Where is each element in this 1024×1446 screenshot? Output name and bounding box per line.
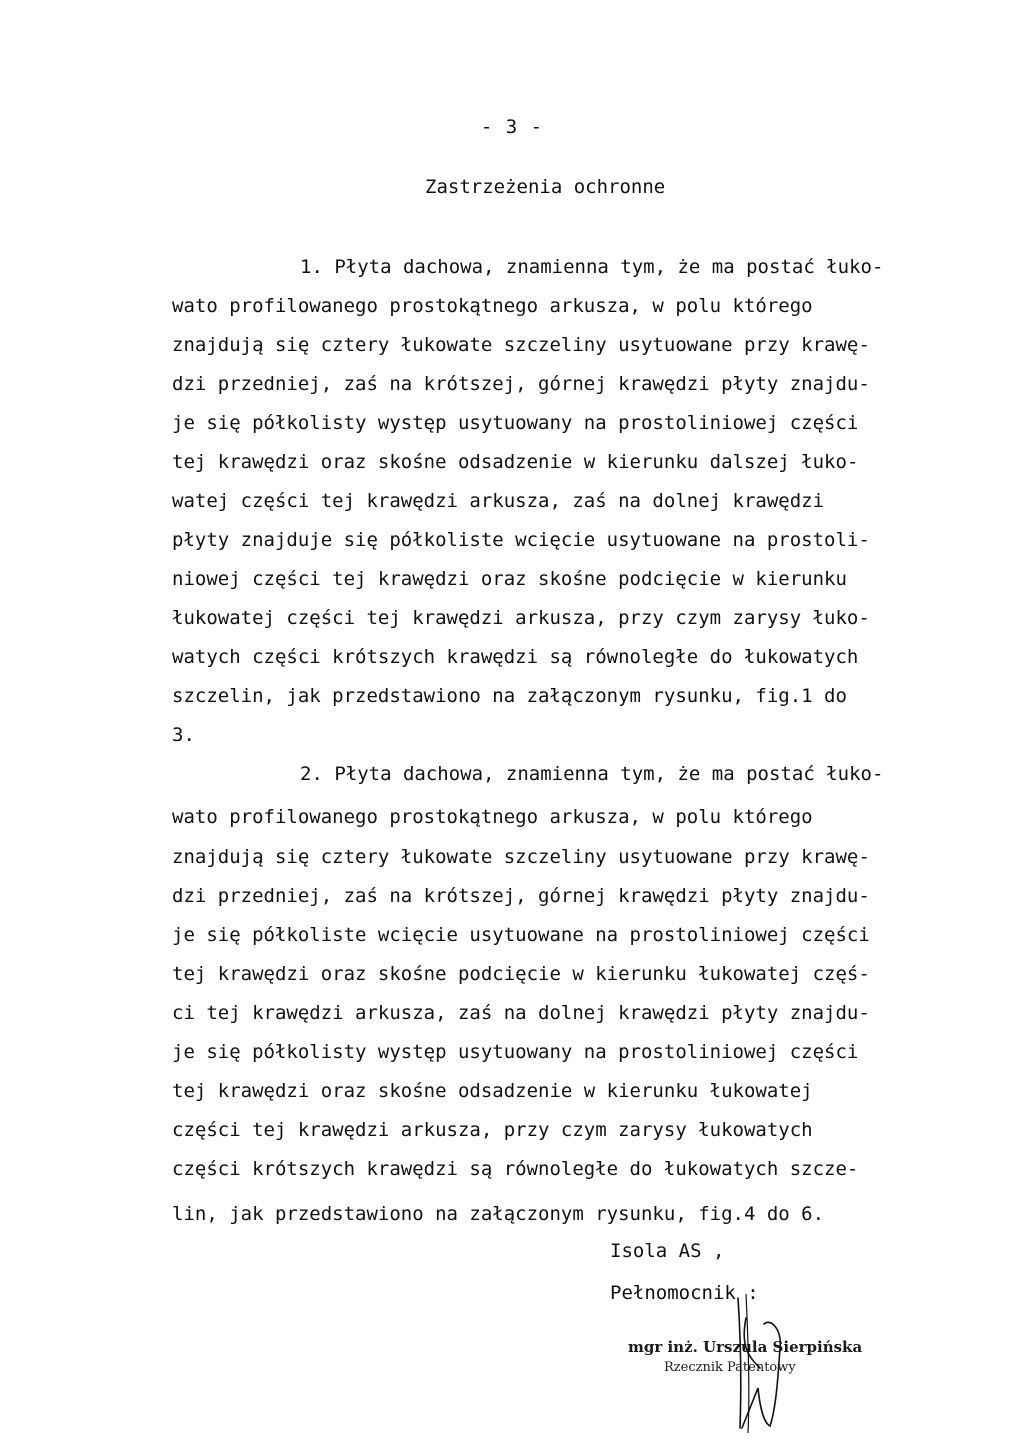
claim-1-line: łukowatej części tej krawędzi arkusza, przy czym zarysy łuko- bbox=[172, 607, 870, 629]
claim-2-line: lin, jak przedstawiono na załączonym rysunku, fig.4 do 6. bbox=[172, 1203, 825, 1225]
company-name: Isola AS , bbox=[610, 1240, 725, 1262]
attorney-label: Pełnomocnik : bbox=[610, 1282, 759, 1304]
claim-1-line: dzi przedniej, zaś na krótszej, górnej krawędzi płyty znajdu- bbox=[172, 373, 870, 395]
claim-1-line: niowej części tej krawędzi oraz skośne podcięcie w kierunku bbox=[172, 568, 847, 590]
claim-1-line: tej krawędzi oraz skośne odsadzenie w kierunku dalszej łuko- bbox=[172, 451, 859, 473]
claim-1-line: 1. Płyta dachowa, znamienna tym, że ma postać łuko- bbox=[300, 256, 884, 278]
claim-1-line: watej części tej krawędzi arkusza, zaś na dolnej krawędzi bbox=[172, 490, 825, 512]
page-number: - 3 - bbox=[480, 116, 544, 138]
claim-2-line: dzi przedniej, zaś na krótszej, górnej krawędzi płyty znajdu- bbox=[172, 885, 870, 907]
claim-1-line: szczelin, jak przedstawiono na załączonym rysunku, fig.1 do bbox=[172, 685, 847, 707]
claim-2-line: je się półkoliste wcięcie usytuowane na prostoliniowej części bbox=[172, 924, 870, 946]
stamp-name: mgr inż. Urszula Sierpińska bbox=[628, 1338, 863, 1356]
claim-2-line: ci tej krawędzi arkusza, zaś na dolnej krawędzi płyty znajdu- bbox=[172, 1002, 870, 1024]
claim-2-line: tej krawędzi oraz skośne odsadzenie w kierunku łukowatej bbox=[172, 1080, 813, 1102]
claim-2-line: je się półkolisty występ usytuowany na prostoliniowej części bbox=[172, 1041, 859, 1063]
claim-2-line: wato profilowanego prostokątnego arkusza, w polu którego bbox=[172, 806, 813, 828]
stamp-title: Rzecznik Patentowy bbox=[664, 1360, 796, 1375]
claim-1-line: watych części krótszych krawędzi są równoległe do łukowatych bbox=[172, 646, 859, 668]
claim-1-line: wato profilowanego prostokątnego arkusza, w polu którego bbox=[172, 295, 813, 317]
claim-1-line: znajdują się cztery łukowate szczeliny usytuowane przy krawę- bbox=[172, 334, 870, 356]
claim-1-line: płyty znajduje się półkoliste wcięcie usytuowane na prostoli- bbox=[172, 529, 870, 551]
claim-2-line: części krótszych krawędzi są równoległe do łukowatych szcze- bbox=[172, 1158, 859, 1180]
handwritten-signature bbox=[720, 1288, 800, 1438]
claim-1-line: je się półkolisty występ usytuowany na prostoliniowej części bbox=[172, 412, 859, 434]
claim-1-line: 3. bbox=[172, 724, 195, 746]
section-heading: Zastrzeżenia ochronne bbox=[425, 176, 666, 198]
claim-2-line: 2. Płyta dachowa, znamienna tym, że ma postać łuko- bbox=[300, 763, 884, 785]
claim-2-line: znajdują się cztery łukowate szczeliny usytuowane przy krawę- bbox=[172, 846, 870, 868]
claim-2-line: tej krawędzi oraz skośne podcięcie w kierunku łukowatej częś- bbox=[172, 963, 870, 985]
claim-2-line: części tej krawędzi arkusza, przy czym zarysy łukowatych bbox=[172, 1119, 813, 1141]
